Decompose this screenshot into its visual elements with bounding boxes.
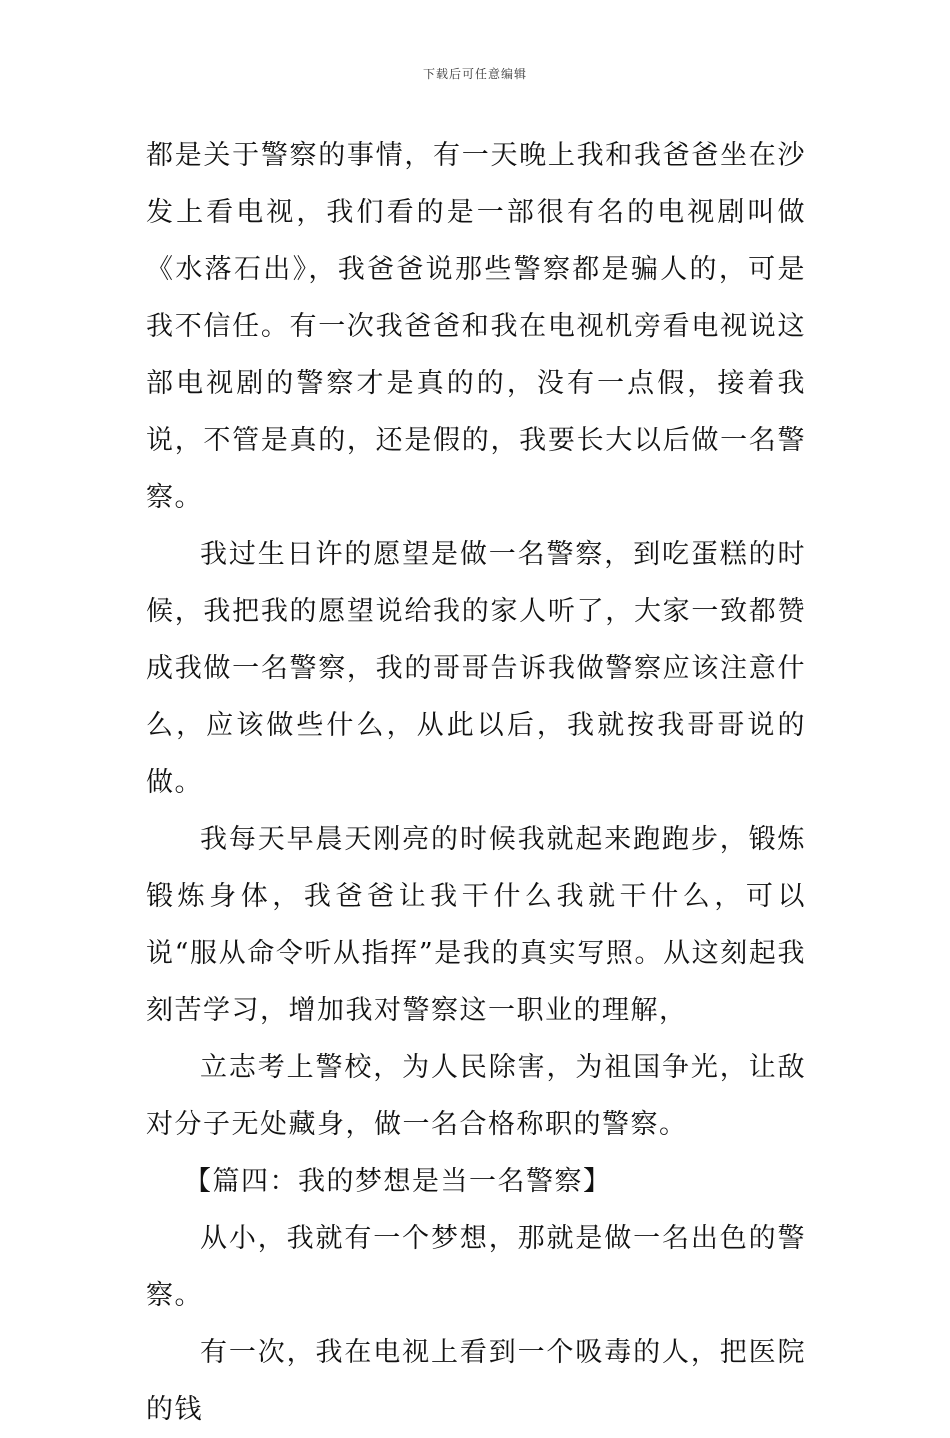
paragraph-2: 我过生日许的愿望是做一名警察，到吃蛋糕的时候，我把我的愿望说给我的家人听了，大家一致都赞成我做一名警察，我的哥哥告诉我做警察应该注意什么，应该做些什么，从此以后，我就按我哥哥说的做。 (146, 539, 806, 798)
section-heading: 【篇四：我的梦想是当一名警察】 (184, 1166, 612, 1197)
paragraph-3: 我每天早晨天刚亮的时候我就起来跑跑步，锻炼锻炼身体，我爸爸让我干什么我就干什么，可以说“服从命令听从指挥”是我的真实写照。从这刻起我刻苦学习，增加我对警察这一职业的理解， (146, 824, 806, 1026)
document-body (146, 127, 806, 1438)
paragraph-5: 从小，我就有一个梦想，那就是做一名出色的警察。 (146, 1223, 806, 1311)
page-header: 下载后可任意编辑 (422, 67, 527, 81)
paragraph-1: 都是关于警察的事情，有一天晚上我和我爸爸坐在沙发上看电视，我们看的是一部很有名的电视剧叫做《水落石出》，我爸爸说那些警察都是骗人的，可是我不信任。有一次我爸爸和我在电视机旁看电视说这部电视剧的警察才是真的的，没有一点假，接着我说，不管是真的，还是假的，我要长大以后做一名警察。 (146, 140, 806, 513)
paragraph-4: 立志考上警校，为人民除害，为祖国争光，让敌对分子无处藏身，做一名合格称职的警察。 (146, 1052, 806, 1140)
paragraph-6: 有一次，我在电视上看到一个吸毒的人，把医院的钱 (146, 1337, 806, 1425)
